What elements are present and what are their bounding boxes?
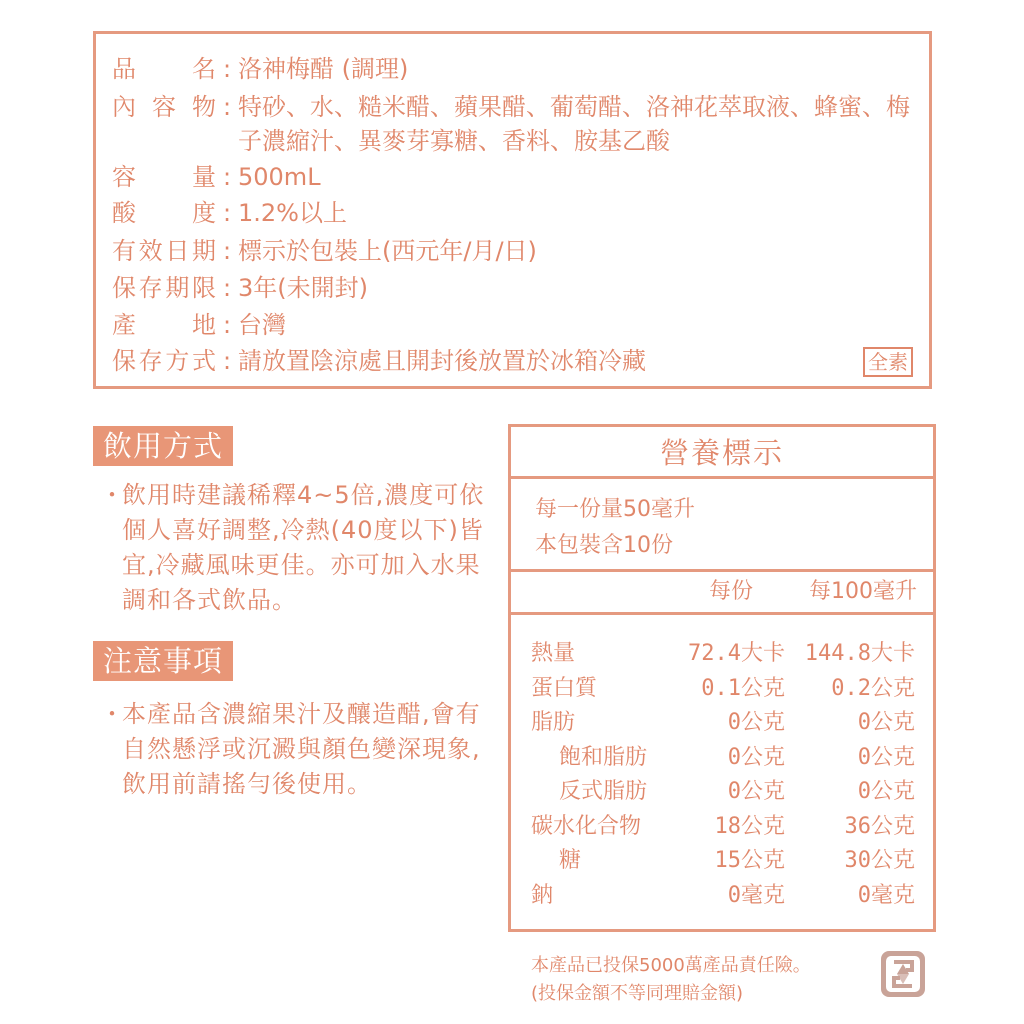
info-colon: : (222, 55, 232, 83)
info-colon: : (222, 93, 232, 121)
nutrient-name: 脂肪 (531, 710, 576, 735)
recycle-icon (880, 950, 926, 998)
notice-paragraph (100, 697, 500, 802)
value-per-100ml: 0毫克 (857, 882, 915, 908)
nutrient-name: 熱量 (531, 641, 576, 666)
info-value: 洛神梅醋 (調理) (238, 55, 409, 83)
info-label (112, 52, 216, 86)
usage-paragraph (100, 478, 500, 618)
info-value: 500mL (238, 163, 321, 191)
info-label-char: 式 (191, 347, 216, 375)
info-label-char: 保 (112, 274, 136, 302)
nutrient-name: 蛋白質 (531, 675, 598, 701)
info-label-char: 效 (138, 237, 163, 265)
nutrient-name: 碳水化合物 (531, 813, 642, 839)
value-per-100ml: 36公克 (844, 813, 915, 839)
nutrition-title: 營養標示 (511, 427, 933, 479)
vegetarian-badge: 全素 (863, 347, 913, 377)
info-value: 1.2%以上 (238, 199, 347, 227)
info-label-char: 容 (112, 163, 136, 191)
info-label (112, 308, 216, 342)
info-colon: : (222, 199, 232, 227)
value-per-100ml: 144.8大卡 (804, 641, 915, 666)
value-per-100ml: 30公克 (844, 848, 915, 873)
info-label-char: 量 (192, 163, 216, 191)
usage-heading: 飲用方式 (93, 426, 233, 466)
value-per-serving: 0公克 (727, 744, 785, 770)
info-value: 台灣 (238, 311, 286, 339)
serving-size: 每一份量50毫升 (535, 497, 695, 522)
info-label-char: 品 (112, 55, 136, 83)
value-per-serving: 0毫克 (727, 882, 785, 908)
value-per-100ml: 0公克 (857, 744, 915, 770)
info-label (112, 234, 216, 268)
value-per-serving: 0公克 (727, 710, 785, 735)
value-per-serving: 0.1公克 (701, 675, 785, 701)
nutrient-name: 糖 (559, 848, 582, 873)
info-label-char: 內 (112, 93, 136, 121)
info-value: 3年(未開封) (238, 274, 368, 302)
nutrition-row (531, 672, 915, 706)
info-label-char: 酸 (112, 199, 136, 227)
info-label (112, 160, 216, 194)
divider (511, 612, 933, 615)
info-label-char: 存 (138, 274, 163, 302)
nutrition-row (531, 706, 915, 740)
nutrition-facts-table (508, 424, 936, 932)
info-label (112, 344, 216, 378)
info-label-char: 期 (191, 237, 216, 265)
info-value: 請放置陰涼處且開封後放置於冰箱冷藏 (238, 347, 646, 375)
notice-heading: 注意事項 (93, 641, 233, 681)
info-value: 特砂、水、糙米醋、蘋果醋、葡萄醋、洛神花萃取液、蜂蜜、梅子濃縮汁、異麥芽寡糖、香料、胺基乙酸 (238, 93, 910, 155)
info-label (112, 271, 216, 305)
info-label (112, 90, 216, 158)
info-label-char: 容 (152, 93, 176, 121)
info-label-char: 有 (112, 237, 136, 265)
value-per-serving: 0公克 (727, 779, 785, 804)
column-header-per-100ml: 每100毫升 (809, 579, 917, 604)
nutrient-name: 鈉 (531, 882, 554, 908)
info-row (112, 196, 928, 230)
info-row (112, 344, 928, 378)
info-label-char: 保 (112, 347, 136, 375)
product-info-box (93, 31, 932, 389)
info-label-char: 產 (112, 311, 136, 339)
info-row (112, 160, 928, 194)
bullet-icon: ・ (100, 481, 124, 509)
info-colon: : (222, 311, 232, 339)
info-colon: : (222, 237, 232, 265)
info-row (112, 308, 928, 342)
insurance-note (531, 952, 871, 1008)
divider (511, 569, 933, 572)
nutrition-row (531, 879, 915, 913)
info-label-char: 物 (192, 93, 216, 121)
info-label-char: 存 (138, 347, 163, 375)
column-header-per-serving: 每份 (709, 579, 754, 604)
value-per-100ml: 0公克 (857, 779, 915, 804)
nutrition-row (531, 775, 915, 809)
nutrient-name: 反式脂肪 (559, 779, 648, 804)
info-label-char: 方 (165, 347, 190, 375)
info-row (112, 90, 928, 158)
nutrition-row (531, 844, 915, 878)
info-colon: : (222, 274, 232, 302)
info-label-char: 地 (192, 311, 216, 339)
notice-text: 本產品含濃縮果汁及釀造醋,會有自然懸浮或沉澱與顏色變深現象,飲用前請搖勻後使用。 (122, 700, 481, 798)
info-label-char: 度 (192, 199, 216, 227)
info-value: 標示於包裝上(西元年/月/日) (238, 237, 537, 265)
info-row (112, 271, 928, 305)
info-label-char: 日 (165, 237, 190, 265)
info-colon: : (222, 163, 232, 191)
usage-text: 飲用時建議稀釋4~5倍,濃度可依個人喜好調整,冷熱(40度以下)皆宜,冷藏風味更佳。亦可加入水果調和各式飲品。 (122, 481, 485, 614)
value-per-serving: 15公克 (714, 848, 785, 873)
insurance-line-2: (投保金額不等同理賠金額) (531, 983, 744, 1004)
nutrition-row (531, 741, 915, 775)
insurance-line-1: 本產品已投保5000萬產品責任險。 (531, 955, 811, 976)
nutrition-row (531, 810, 915, 844)
info-row (112, 52, 928, 86)
nutrition-row (531, 637, 915, 671)
info-label (112, 196, 216, 230)
info-colon: : (222, 347, 232, 375)
value-per-100ml: 0公克 (857, 710, 915, 735)
value-per-serving: 72.4大卡 (688, 641, 785, 666)
value-per-serving: 18公克 (714, 813, 785, 839)
value-per-100ml: 0.2公克 (831, 675, 915, 701)
info-row (112, 234, 928, 268)
servings-per-pack: 本包裝含10份 (535, 533, 673, 558)
nutrient-name: 飽和脂肪 (559, 744, 648, 770)
info-label-char: 期 (165, 274, 190, 302)
info-label-char: 名 (192, 55, 216, 83)
info-label-char: 限 (191, 274, 216, 302)
bullet-icon: ・ (100, 700, 124, 728)
